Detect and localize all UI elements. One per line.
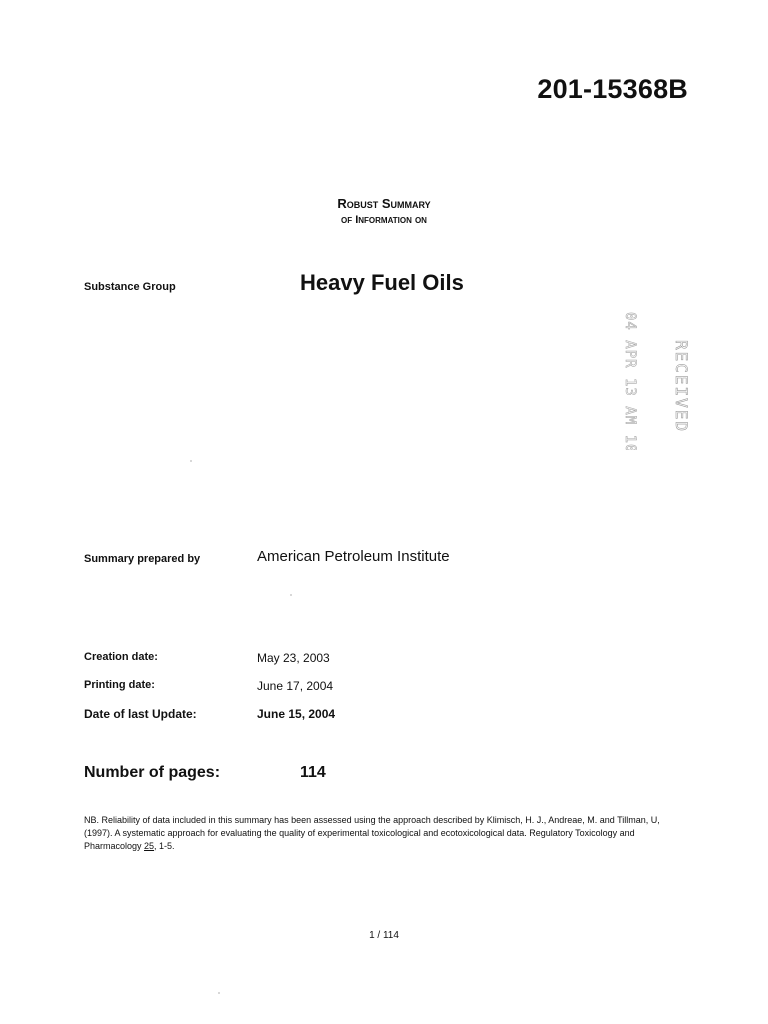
stamp-date-text: 04 APR 13 AM 10:26 — [622, 312, 638, 450]
stamp-received-text: RECEIVED — [672, 340, 691, 434]
substance-group-value: Heavy Fuel Oils — [300, 270, 464, 295]
substance-group-label: Substance Group — [84, 281, 176, 293]
title-line-1: Robust Summary — [337, 196, 431, 211]
creation-date-label: Creation date: — [84, 651, 158, 663]
note-text: NB. Reliability of data included in this summary has been assessed using the approach described by Klimisch, H. J., Andreae, M. and Tillman, U, (1997). A systematic approach for evaluating the quality of experimental toxicological and ecotoxicological data. Regulatory Toxicology and Pharmacology — [84, 815, 660, 851]
number-of-pages-label: Number of pages: — [84, 764, 221, 781]
number-of-pages-value: 114 — [300, 764, 326, 781]
note-volume: 25 — [144, 841, 155, 851]
title-line-2: of Information on — [341, 214, 427, 226]
document-title — [0, 196, 768, 228]
last-update-label: Date of last Update: — [84, 707, 197, 721]
scan-speck — [218, 992, 220, 994]
scan-speck — [190, 460, 192, 462]
printing-date-value: June 17, 2004 — [257, 679, 334, 693]
scan-speck — [290, 594, 292, 596]
last-update-value: June 15, 2004 — [257, 707, 336, 721]
reliability-note — [84, 814, 674, 853]
creation-date-value: May 23, 2003 — [257, 651, 330, 665]
received-stamp — [606, 310, 696, 450]
prepared-by-label: Summary prepared by — [84, 553, 201, 565]
note-text-end: , 1-5. — [154, 841, 175, 851]
page-number: 1 / 114 — [369, 930, 399, 941]
document-id: 201-15368B — [537, 74, 688, 104]
printing-date-label: Printing date: — [84, 679, 155, 691]
prepared-by-value: American Petroleum Institute — [257, 548, 450, 565]
